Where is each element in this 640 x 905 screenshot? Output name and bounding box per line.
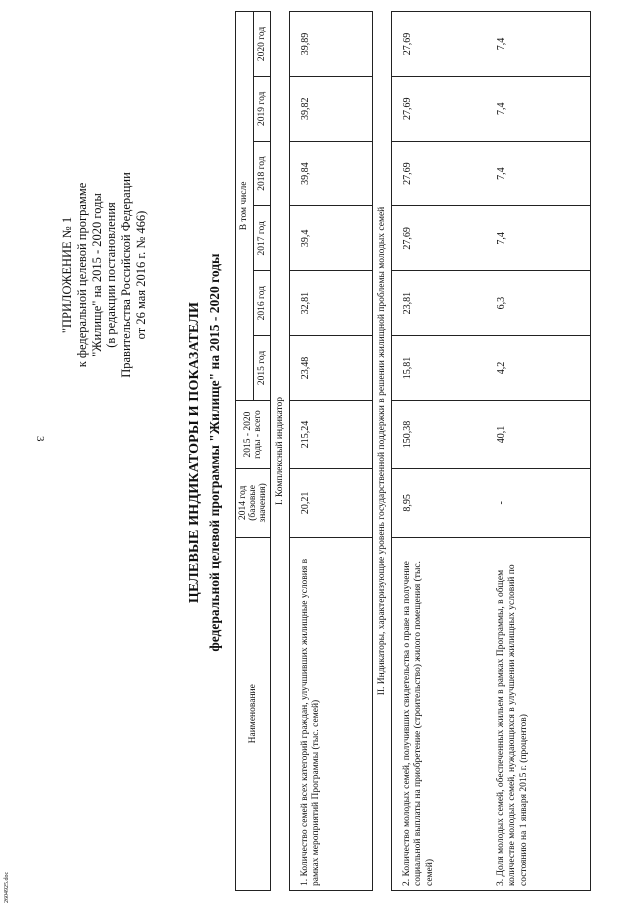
- cell-2018: 39,84: [290, 141, 373, 206]
- appendix-line: "ПРИЛОЖЕНИЕ № 1: [60, 216, 74, 334]
- header-year: 2015 год: [253, 336, 271, 401]
- appendix-line: "Жилище" на 2015 - 2020 годы: [89, 193, 104, 357]
- section-title: I. Комплексный индикатор: [271, 12, 290, 891]
- document-code: 2604925.doc: [4, 871, 10, 903]
- header-total: 2015 - 2020 годы - всего: [236, 400, 271, 468]
- cell-2015: 23,48: [290, 336, 373, 401]
- document-subtitle: федеральной целевой программы "Жилище" на 2015 - 2020 годы: [207, 253, 222, 652]
- cell-2017: 27,69: [392, 206, 487, 271]
- cell-base: 20,21: [290, 469, 373, 537]
- appendix-line: от 26 мая 2016 г. № 466): [133, 210, 148, 340]
- cell-2016: 23,81: [392, 271, 487, 336]
- header-year: 2017 год: [253, 206, 271, 271]
- cell-total: 215,24: [290, 400, 373, 468]
- appendix-block: [60, 145, 149, 405]
- cell-2020: 27,69: [392, 12, 487, 77]
- cell-2015: 4,2: [486, 336, 591, 401]
- cell-base: -: [486, 469, 591, 537]
- cell-2018: 7,4: [486, 141, 591, 206]
- row-name: 1. Количество семей всех категорий граждан, улучшивших жилищные условия в рамках мероприятий Программы (тыс. семей): [290, 537, 373, 890]
- header-year: 2020 год: [253, 12, 271, 77]
- appendix-line: Правительства Российской Федерации: [119, 172, 133, 378]
- cell-total: 40,1: [486, 400, 591, 468]
- row-name: 2. Количество молодых семей, получивших свидетельства о праве на получение социальной выплаты на приобретение (строительство) жилого помещения (тыс. семей): [392, 537, 487, 890]
- cell-2015: 15,81: [392, 336, 487, 401]
- cell-2016: 6,3: [486, 271, 591, 336]
- header-year: 2019 год: [253, 76, 271, 141]
- cell-2020: 39,89: [290, 12, 373, 77]
- cell-2019: 7,4: [486, 76, 591, 141]
- page-number: 3: [34, 436, 46, 442]
- document-title: ЦЕЛЕВЫЕ ИНДИКАТОРЫ И ПОКАЗАТЕЛИ: [187, 301, 202, 604]
- cell-2019: 39,82: [290, 76, 373, 141]
- header-base-year: 2014 год (базовые значения): [236, 469, 271, 537]
- header-including: В том числе: [236, 12, 254, 401]
- cell-2017: 7,4: [486, 206, 591, 271]
- title-block: [187, 0, 223, 905]
- row-name: 3. Доля молодых семей, обеспеченных жильем в рамках Программы, в общем количестве молодых семей, нуждающихся в улучшении жилищных условий по состоянию на 1 января 2015 г. (процентов): [486, 537, 591, 890]
- appendix-line: к федеральной целевой программе: [74, 182, 89, 368]
- cell-total: 150,38: [392, 400, 487, 468]
- indicators-table: [235, 11, 591, 891]
- cell-2019: 27,69: [392, 76, 487, 141]
- header-year: 2018 год: [253, 141, 271, 206]
- cell-base: 8,95: [392, 469, 487, 537]
- cell-2018: 27,69: [392, 141, 487, 206]
- table-row: [392, 12, 487, 891]
- table-row: [290, 12, 373, 891]
- cell-2016: 32,81: [290, 271, 373, 336]
- cell-2017: 39,4: [290, 206, 373, 271]
- header-name: Наименование: [236, 537, 271, 890]
- appendix-line: (в редакции постановления: [104, 202, 119, 348]
- section-title: II. Индикаторы, характеризующие уровень государственной поддержки в решении жилищной проблемы молодых семей: [373, 12, 392, 891]
- cell-2020: 7,4: [486, 12, 591, 77]
- header-year: 2016 год: [253, 271, 271, 336]
- table-row: [486, 12, 591, 891]
